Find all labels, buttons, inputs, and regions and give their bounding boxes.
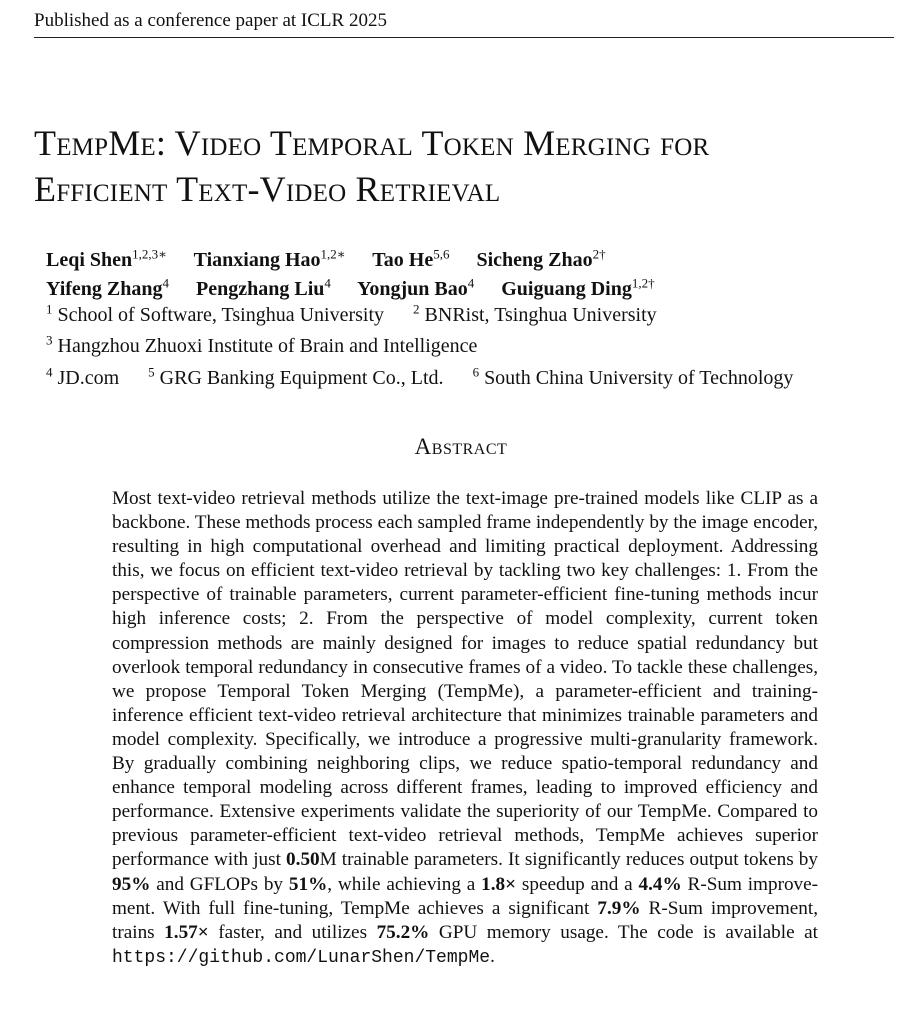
- title-line-2: Efficient Text-Video Retrieval: [34, 169, 501, 209]
- author: Guiguang Ding$^{1,2\dagger}$: [501, 275, 655, 301]
- affiliation-list: [46, 296, 906, 391]
- gflops-reduction-value: 51%: [288, 873, 328, 895]
- code-link[interactable]: https://github.com/LunarShen/TempMe: [112, 947, 491, 968]
- author: Tianxiang Hao$^{1,2∗}$: [193, 246, 346, 271]
- affiliation-row: [46, 359, 906, 391]
- author: Yongjun Bao$^4$: [357, 275, 475, 301]
- affiliation: $^3$ Hangzhou Zhuoxi Institute of Brain and Intelligence: [46, 332, 478, 358]
- training-speed-value: 1.57×: [164, 921, 209, 943]
- affiliation: $^1$ School of Software, Tsinghua University: [46, 301, 385, 326]
- tokens-reduction-value: 95%: [112, 873, 151, 895]
- title-line-1: TempMe: Video Temporal Token Merging for: [34, 123, 710, 163]
- conference-header: Published as a conference paper at ICLR 2025: [34, 9, 894, 38]
- author: Yifeng Zhang$^4$: [46, 275, 170, 301]
- speedup-value: 1.8×: [481, 873, 517, 895]
- affiliation-row: [46, 328, 906, 360]
- rsum-full-finetune-value: 7.9%: [597, 897, 641, 919]
- affiliation: $^4$ JD.com: [46, 364, 120, 389]
- author-list: [46, 242, 906, 301]
- affiliation-row: [46, 296, 906, 328]
- affiliation: $^5$ GRG Banking Equipment Co., Ltd.: [148, 364, 444, 389]
- author: Sicheng Zhao$^{2\dagger}$: [476, 246, 606, 271]
- affiliation: $^2$ BNRist, Tsinghua University: [413, 301, 657, 326]
- author: Leqi Shen$^{1,2,3∗}$: [46, 246, 167, 271]
- trainable-params-value: 0.50: [286, 849, 320, 871]
- author-row-1: [46, 242, 906, 272]
- abstract-body: Most text-video retrieval methods utilize the text-image pre-trained models like CLIP as a backbone. These methods process each sampled frame independently by the image encoder, resulting in high computational overhead and limiting practical deployment. Addressing this, we focus on efficient text-video retrieval by tackling two key challenges: 1. From the perspective of trainable parameters, current parameter-efficient fine-tuning methods incur high inference costs; 2. From the perspective of model complexity, current token compression methods are mainly designed for images to reduce spatial redundancy but overlook temporal redundancy in consecutive frames of a video. To tackle these challenges, we propose Temporal Token Merging (TempMe), a parameter-efficient and training-inference efficient text-video retrieval architecture that minimizes trainable parameters and model complexity. Specifically, we introduce a progressive multi-granularity framework. By gradually combining neighboring clips, we reduce spatio-temporal redundancy and enhance temporal modeling across different frames, leading to improved efficiency and performance. Extensive experiments validate the superiority of our TempMe. Compared to previous parameter-efficient text-video retrieval methods, TempMe achieves superior performance with just 0.50M trainable parameters. It significantly reduces output tokens by 95% and GFLOPs by 51%, while achieving a 1.8× speedup and a 4.4% R-Sum improvement. With full fine-tuning, TempMe achieves a significant 7.9% R-Sum improvement, trains 1.57× faster, and utilizes 75.2% GPU memory usage. The code is available at https://github.com/LunarShen/TempMe.: [112, 488, 819, 968]
- affiliation: $^6$ South China University of Technology: [472, 364, 794, 389]
- author: Tao He$^{5,6}$: [372, 246, 450, 271]
- author: Pengzhang Liu$^4$: [196, 275, 331, 301]
- paper-title: [34, 120, 904, 212]
- rsum-improvement-value: 4.4%: [638, 873, 682, 895]
- gpu-memory-value: 75.2%: [376, 921, 430, 943]
- abstract-heading: Abstract: [414, 434, 508, 459]
